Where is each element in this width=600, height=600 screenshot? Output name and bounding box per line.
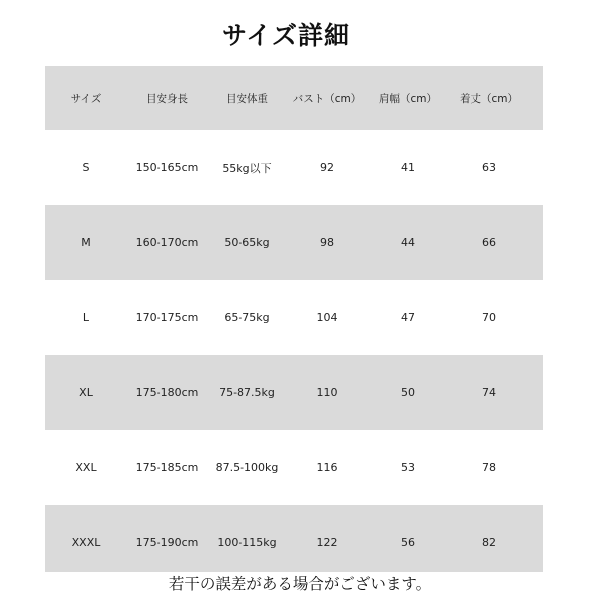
- cell-weight: 55kg以下: [222, 161, 272, 175]
- table-row: [45, 355, 543, 430]
- cell-shoulder: 47: [401, 311, 415, 324]
- table-row: [45, 130, 543, 205]
- cell-weight: 100-115kg: [217, 536, 277, 549]
- cell-bust: 110: [316, 386, 338, 399]
- disclaimer-note: 若干の誤差がある場合がございます。: [0, 572, 600, 598]
- cell-height: 170-175cm: [135, 311, 199, 324]
- cell-weight: 65-75kg: [224, 311, 270, 324]
- cell-bust: 104: [316, 311, 338, 324]
- page-title: サイズ詳細: [221, 21, 350, 50]
- header-height: 目安身長: [146, 92, 188, 105]
- cell-length: 78: [482, 461, 496, 474]
- cell-length: 82: [482, 536, 496, 549]
- cell-shoulder: 50: [401, 386, 415, 399]
- cell-bust: 122: [316, 536, 338, 549]
- cell-shoulder: 44: [401, 236, 415, 249]
- cell-size: XL: [79, 386, 93, 399]
- header-shoulder: 肩幅（cm）: [378, 92, 437, 105]
- cell-size: XXL: [75, 461, 97, 474]
- table-header-row: [45, 66, 543, 130]
- header-bust: バスト（cm）: [292, 92, 362, 105]
- cell-length: 63: [482, 161, 496, 174]
- cell-weight: 50-65kg: [224, 236, 270, 249]
- cell-bust: 116: [316, 461, 338, 474]
- header-weight: 目安体重: [226, 92, 268, 105]
- cell-height: 175-190cm: [135, 536, 199, 549]
- cell-shoulder: 53: [401, 461, 415, 474]
- cell-weight: 75-87.5kg: [219, 386, 275, 399]
- table-row: [45, 430, 543, 505]
- cell-bust: 92: [320, 161, 334, 174]
- table-row: [45, 205, 543, 280]
- table-row: [45, 280, 543, 355]
- cell-height: 175-185cm: [135, 461, 199, 474]
- cell-size: S: [82, 161, 90, 174]
- size-table: [45, 66, 543, 580]
- cell-length: 74: [482, 386, 496, 399]
- table-row: [45, 505, 543, 580]
- header-size: サイズ: [70, 92, 102, 105]
- cell-bust: 98: [320, 236, 334, 249]
- cell-shoulder: 41: [401, 161, 415, 174]
- cell-shoulder: 56: [401, 536, 415, 549]
- cell-height: 175-180cm: [135, 386, 199, 399]
- cell-height: 150-165cm: [135, 161, 199, 174]
- cell-size: M: [81, 236, 91, 249]
- cell-length: 66: [482, 236, 496, 249]
- header-length: 着丈（cm）: [459, 92, 518, 105]
- cell-height: 160-170cm: [135, 236, 199, 249]
- cell-length: 70: [482, 311, 496, 324]
- cell-size: L: [82, 311, 90, 324]
- cell-weight: 87.5-100kg: [215, 461, 279, 474]
- cell-size: XXXL: [71, 536, 101, 549]
